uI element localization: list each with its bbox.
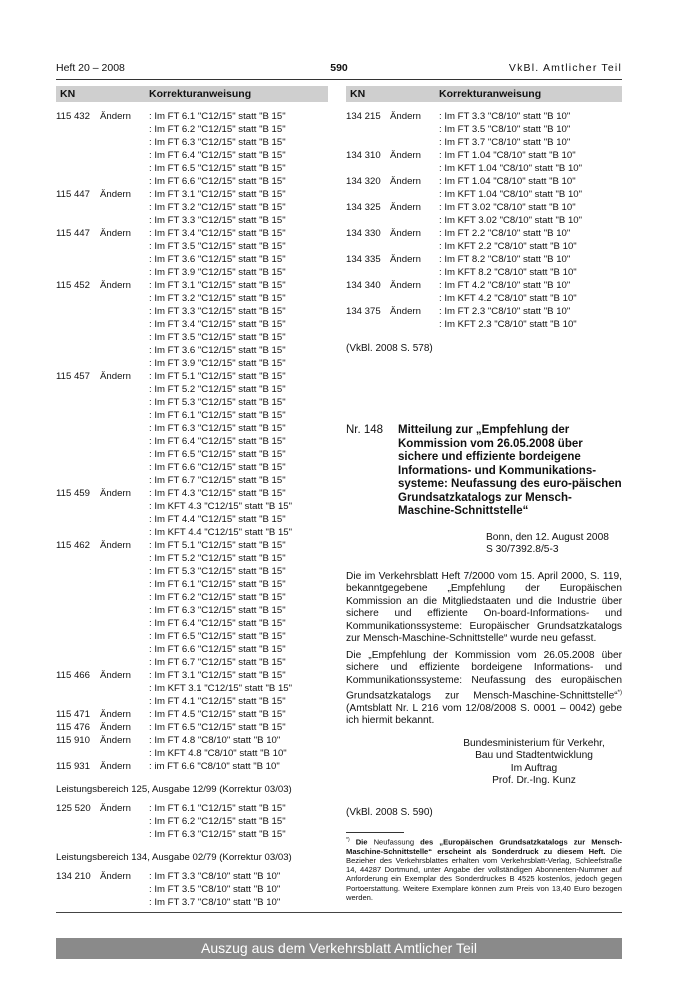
table-row <box>346 188 622 201</box>
action-cell: Ändern <box>390 228 421 239</box>
table-row <box>56 643 328 656</box>
right-column <box>346 86 622 331</box>
action-cell: Ändern <box>100 189 131 200</box>
table-row <box>56 565 328 578</box>
table-row <box>346 175 622 188</box>
notice-title: Mitteilung zur „Empfehlung der Kommission vom 26.05.2008 über sichere und effiziente bordeigene Informations- und Kommunikations-systeme: Neufassung des euro-päischen Grundsatzkatalogs zur Mensch-Maschine-Schnittstelle“ <box>398 424 622 517</box>
table-row <box>56 630 328 643</box>
instruction-cell: : Im KFT 1.04 "C8/10" statt "B 10" <box>439 163 583 174</box>
instruction-cell: : Im FT 3.6 "C12/15" statt "B 15" <box>149 345 286 356</box>
instruction-cell: : Im FT 3.2 "C12/15" statt "B 15" <box>149 202 286 213</box>
correction-list <box>56 870 328 909</box>
table-row <box>56 474 328 487</box>
action-cell: Ändern <box>390 111 421 122</box>
correction-list <box>56 802 328 841</box>
footer-divider <box>56 912 622 913</box>
page-number: 590 <box>330 62 348 74</box>
instruction-cell: : Im FT 3.4 "C12/15" statt "B 15" <box>149 228 286 239</box>
kn-cell: 115 476 <box>56 722 90 733</box>
authority-line: Im Auftrag <box>510 762 558 774</box>
table-row <box>56 123 328 136</box>
footer-band: Auszug aus dem Verkehrsblatt Amtlicher Teil <box>56 938 622 959</box>
instruction-cell: : Im FT 6.1 "C12/15" statt "B 15" <box>149 579 286 590</box>
table-row <box>56 188 328 201</box>
table-row <box>56 240 328 253</box>
instruction-cell: : Im FT 6.1 "C12/15" statt "B 15" <box>149 410 286 421</box>
table-row <box>56 461 328 474</box>
table-row <box>56 883 328 896</box>
action-cell: Ändern <box>100 488 131 499</box>
table-row <box>56 409 328 422</box>
table-row <box>56 357 328 370</box>
instruction-cell: : Im FT 3.7 "C8/10" statt "B 10" <box>149 897 281 908</box>
table-row <box>346 253 622 266</box>
instruction-cell: : Im KFT 4.8 "C8/10" statt "B 10" <box>149 748 287 759</box>
footnote-text: Neufassung <box>367 837 421 847</box>
instruction-cell: : Im FT 6.2 "C12/15" statt "B 15" <box>149 124 286 135</box>
instruction-cell: : Im FT 3.3 "C12/15" statt "B 15" <box>149 215 286 226</box>
instruction-cell: : Im FT 6.4 "C12/15" statt "B 15" <box>149 618 286 629</box>
instruction-cell: : Im KFT 3.02 "C8/10" statt "B 10" <box>439 215 583 226</box>
instruction-cell: : Im FT 3.9 "C12/15" statt "B 15" <box>149 267 286 278</box>
reference-note: (VkBl. 2008 S. 578) <box>346 343 433 354</box>
action-cell: Ändern <box>100 540 131 551</box>
instruction-cell: : Im KFT 2.3 "C8/10" statt "B 10" <box>439 319 577 330</box>
kn-cell: 115 931 <box>56 761 90 772</box>
action-cell: Ändern <box>100 111 131 122</box>
table-row <box>56 214 328 227</box>
kn-cell: 115 910 <box>56 735 90 746</box>
table-row <box>56 318 328 331</box>
kn-cell: 134 340 <box>346 280 381 291</box>
instruction-cell: : Im FT 8.2 "C8/10" statt "B 10" <box>439 254 571 265</box>
table-row <box>56 162 328 175</box>
instruction-cell: : Im FT 4.4 "C12/15" statt "B 15" <box>149 514 286 525</box>
table-row <box>56 526 328 539</box>
footnote-marker: *) <box>346 837 350 843</box>
table-row <box>56 760 328 773</box>
kn-cell: 115 432 <box>56 111 90 122</box>
instruction-cell: : Im FT 3.4 "C12/15" statt "B 15" <box>149 319 286 330</box>
kn-cell: 134 215 <box>346 111 381 122</box>
table-row <box>346 240 622 253</box>
kn-cell: 115 457 <box>56 371 90 382</box>
table-row <box>56 695 328 708</box>
reference-note: (VkBl. 2008 S. 590) <box>346 807 433 818</box>
table-row <box>56 448 328 461</box>
instruction-cell: : Im FT 6.4 "C12/15" statt "B 15" <box>149 436 286 447</box>
instruction-cell: : Im FT 6.3 "C12/15" statt "B 15" <box>149 137 286 148</box>
instruction-cell: : Im FT 3.3 "C8/10" statt "B 10" <box>439 111 571 122</box>
table-row <box>56 500 328 513</box>
footnote-divider <box>346 832 404 833</box>
instruction-cell: : Im KFT 4.4 "C12/15" statt "B 15" <box>149 527 293 538</box>
instruction-cell: : Im FT 3.1 "C12/15" statt "B 15" <box>149 670 286 681</box>
action-cell: Ändern <box>100 228 131 239</box>
table-row <box>56 708 328 721</box>
instruction-column-header: Korrekturanweisung <box>439 88 542 100</box>
page-header <box>56 62 622 78</box>
section-title: Leistungsbereich 125, Ausgabe 12/99 (Korrektur 03/03) <box>56 784 292 795</box>
footnote-bold: des „Europäischen Grundsatzkatalogs zur Mensch-Maschine-Schnittstelle“ erscheint als Sonderdruck zu diesem Heft. <box>346 837 623 856</box>
table-row <box>56 253 328 266</box>
table-row <box>346 214 622 227</box>
kn-cell: 115 447 <box>56 228 90 239</box>
table-row <box>346 136 622 149</box>
action-cell: Ändern <box>390 306 421 317</box>
table-row <box>56 617 328 630</box>
action-cell: Ändern <box>100 735 131 746</box>
table-row <box>56 539 328 552</box>
instruction-cell: : Im FT 6.2 "C12/15" statt "B 15" <box>149 592 286 603</box>
table-row <box>346 305 622 318</box>
footnote <box>346 836 622 902</box>
kn-cell: 134 310 <box>346 150 381 161</box>
kn-column-header: KN <box>60 88 76 100</box>
table-row <box>56 266 328 279</box>
table-row <box>56 747 328 760</box>
footnote-bold: Die <box>355 837 368 847</box>
instruction-cell: : Im FT 1.04 "C8/10" statt "B 10" <box>439 150 576 161</box>
table-row <box>56 721 328 734</box>
action-cell: Ändern <box>390 280 421 291</box>
instruction-cell: : Im FT 6.6 "C12/15" statt "B 15" <box>149 462 286 473</box>
instruction-cell: : Im FT 6.7 "C12/15" statt "B 15" <box>149 657 286 668</box>
action-cell: Ändern <box>390 202 421 213</box>
table-row <box>56 305 328 318</box>
paragraph-text: Die „Empfehlung der Kommission vom 26.05.2008 über sichere und effiziente bordeigene Informations- und Kommunikationssysteme: Neufassung des europäischen Grundsatzkatalogs zur Mensch-Maschine-Schnittstelle“ <box>346 650 622 702</box>
table-row <box>56 175 328 188</box>
footnote-text: Die Bezieher des Verkehrsblattes erhalten vom Verkehrsblatt-Verlag, Schleefstraße 14, 44287 Dortmund, unter Angabe der vollständigen Abonnenten-Nummer auf Anforderung ein Exemplar des Sonderdruckes B 4525 kostenlos, jedoch gegen Portoerstattung. Weitere Exemplare können zum Preis von 13,40 Euro bezogen werden. <box>346 846 622 902</box>
issue-label: Heft 20 – 2008 <box>56 62 125 74</box>
kn-cell: 134 210 <box>56 871 91 882</box>
table-row <box>56 552 328 565</box>
table-row <box>56 870 328 883</box>
table-row <box>346 279 622 292</box>
action-cell: Ändern <box>100 280 131 291</box>
table-row <box>56 422 328 435</box>
instruction-cell: : Im FT 5.3 "C12/15" statt "B 15" <box>149 397 286 408</box>
action-cell: Ändern <box>100 371 131 382</box>
table-row <box>346 266 622 279</box>
section-title: Leistungsbereich 134, Ausgabe 02/79 (Korrektur 03/03) <box>56 852 292 863</box>
kn-cell: 115 462 <box>56 540 90 551</box>
instruction-cell: : Im FT 2.3 "C8/10" statt "B 10" <box>439 306 571 317</box>
instruction-column-header: Korrekturanweisung <box>149 88 252 100</box>
instruction-cell: : Im FT 5.3 "C12/15" statt "B 15" <box>149 566 286 577</box>
ministry-line: Bundesministerium für Verkehr, <box>463 738 605 749</box>
kn-cell: 134 335 <box>346 254 381 265</box>
signature-block <box>346 738 622 788</box>
table-row <box>346 123 622 136</box>
instruction-cell: : Im FT 6.5 "C12/15" statt "B 15" <box>149 163 286 174</box>
table-row <box>56 802 328 815</box>
kn-cell: 125 520 <box>56 803 91 814</box>
instruction-cell: : Im FT 3.5 "C8/10" statt "B 10" <box>439 124 571 135</box>
place-date-block <box>346 532 622 556</box>
action-cell: Ändern <box>100 803 131 814</box>
kn-cell: 134 330 <box>346 228 381 239</box>
place-date: Bonn, den 12. August 2008 <box>486 532 609 543</box>
instruction-cell: : Im FT 3.3 "C12/15" statt "B 15" <box>149 306 286 317</box>
instruction-cell: : Im FT 2.2 "C8/10" statt "B 10" <box>439 228 571 239</box>
instruction-cell: : Im FT 6.3 "C12/15" statt "B 15" <box>149 423 286 434</box>
table-row <box>56 513 328 526</box>
table-row <box>346 201 622 214</box>
instruction-cell: : Im FT 6.5 "C12/15" statt "B 15" <box>149 449 286 460</box>
instruction-cell: : Im KFT 2.2 "C8/10" statt "B 10" <box>439 241 577 252</box>
notice-number: Nr. 148 <box>346 424 384 436</box>
instruction-cell: : Im FT 1.04 "C8/10" statt "B 10" <box>439 176 576 187</box>
table-row <box>56 828 328 841</box>
instruction-cell: : Im FT 6.1 "C12/15" statt "B 15" <box>149 803 286 814</box>
instruction-cell: : Im FT 6.1 "C12/15" statt "B 15" <box>149 111 286 122</box>
table-row <box>346 227 622 240</box>
instruction-cell: : Im FT 3.5 "C12/15" statt "B 15" <box>149 332 286 343</box>
instruction-cell: : Im KFT 4.2 "C8/10" statt "B 10" <box>439 293 577 304</box>
table-row <box>56 396 328 409</box>
instruction-cell: : Im FT 5.2 "C12/15" statt "B 15" <box>149 553 286 564</box>
table-row <box>56 110 328 123</box>
instruction-cell: : Im FT 6.7 "C12/15" statt "B 15" <box>149 475 286 486</box>
instruction-cell: : Im FT 6.2 "C12/15" statt "B 15" <box>149 816 286 827</box>
paragraph-text: (Amtsblatt Nr. L 216 vom 12/08/2008 S. 0001 – 0042) gebe ich hiermit bekannt. <box>346 703 622 727</box>
kn-cell: 134 325 <box>346 202 381 213</box>
instruction-cell: : Im FT 6.5 "C12/15" statt "B 15" <box>149 722 286 733</box>
table-row <box>56 292 328 305</box>
table-row <box>56 435 328 448</box>
kn-column-header: KN <box>350 88 366 100</box>
instruction-cell: : Im FT 6.4 "C12/15" statt "B 15" <box>149 150 286 161</box>
table-row <box>56 279 328 292</box>
action-cell: Ändern <box>390 254 421 265</box>
ministry-line: Bau und Stadtentwicklung <box>475 750 593 762</box>
instruction-cell: : Im FT 3.5 "C12/15" statt "B 15" <box>149 241 286 252</box>
correction-list <box>56 110 328 773</box>
table-row <box>56 734 328 747</box>
instruction-cell: : Im FT 4.5 "C12/15" statt "B 15" <box>149 709 286 720</box>
table-row <box>56 331 328 344</box>
table-row <box>56 896 328 909</box>
table-row <box>346 318 622 331</box>
instruction-cell: : Im FT 6.3 "C12/15" statt "B 15" <box>149 829 286 840</box>
instruction-cell: : Im FT 5.1 "C12/15" statt "B 15" <box>149 540 286 551</box>
table-row <box>56 578 328 591</box>
instruction-cell: : Im FT 6.5 "C12/15" statt "B 15" <box>149 631 286 642</box>
table-row <box>56 227 328 240</box>
instruction-cell: : Im KFT 4.3 "C12/15" statt "B 15" <box>149 501 293 512</box>
instruction-cell: : Im KFT 1.04 "C8/10" statt "B 10" <box>439 189 583 200</box>
action-cell: Ändern <box>390 176 421 187</box>
table-row <box>346 292 622 305</box>
body-paragraph: Die im Verkehrsblatt Heft 7/2000 vom 15. April 2000, S. 119, bekanntgegebene „Empfehlung der Europäischen Kommission an die Mitgliedstaaten und die Industrie über sichere und effiziente On-board-Informations- und Kommunikationssysteme: Europäischer Grundsatzkatalogs zur Mensch-Maschine-Schnittstelle“ wurde neu gefasst. <box>346 571 622 645</box>
file-reference: S 30/7392.8/5-3 <box>486 544 559 555</box>
table-header <box>346 86 622 102</box>
table-row <box>56 815 328 828</box>
footnote-marker: *) <box>617 690 622 697</box>
instruction-cell: : Im FT 6.3 "C12/15" statt "B 15" <box>149 605 286 616</box>
instruction-cell: : im FT 6.6 "C8/10" statt "B 10" <box>149 761 280 772</box>
kn-cell: 115 466 <box>56 670 90 681</box>
instruction-cell: : Im FT 3.6 "C12/15" statt "B 15" <box>149 254 286 265</box>
instruction-cell: : Im FT 3.3 "C8/10" statt "B 10" <box>149 871 281 882</box>
table-row <box>56 149 328 162</box>
kn-cell: 115 452 <box>56 280 90 291</box>
table-row <box>56 370 328 383</box>
table-row <box>346 162 622 175</box>
table-row <box>346 110 622 123</box>
table-row <box>56 136 328 149</box>
table-row <box>56 604 328 617</box>
kn-cell: 115 459 <box>56 488 90 499</box>
table-row <box>346 149 622 162</box>
kn-cell: 134 375 <box>346 306 381 317</box>
instruction-cell: : Im FT 6.6 "C12/15" statt "B 15" <box>149 176 286 187</box>
correction-list <box>346 110 622 331</box>
instruction-cell: : Im FT 4.1 "C12/15" statt "B 15" <box>149 696 286 707</box>
table-row <box>56 669 328 682</box>
instruction-cell: : Im FT 3.7 "C8/10" statt "B 10" <box>439 137 571 148</box>
left-column <box>56 86 328 909</box>
action-cell: Ändern <box>100 761 131 772</box>
action-cell: Ändern <box>100 871 131 882</box>
instruction-cell: : Im KFT 3.1 "C12/15" statt "B 15" <box>149 683 293 694</box>
table-row <box>56 682 328 695</box>
table-row <box>56 591 328 604</box>
instruction-cell: : Im FT 4.8 "C8/10" statt "B 10" <box>149 735 281 746</box>
instruction-cell: : Im FT 3.9 "C12/15" statt "B 15" <box>149 358 286 369</box>
kn-cell: 115 471 <box>56 709 90 720</box>
instruction-cell: : Im FT 4.2 "C8/10" statt "B 10" <box>439 280 571 291</box>
table-row <box>56 656 328 669</box>
instruction-cell: : Im FT 3.5 "C8/10" statt "B 10" <box>149 884 281 895</box>
instruction-cell: : Im FT 3.1 "C12/15" statt "B 15" <box>149 280 286 291</box>
body-paragraph <box>346 650 622 728</box>
table-row <box>56 487 328 500</box>
kn-cell: 134 320 <box>346 176 381 187</box>
kn-cell: 115 447 <box>56 189 90 200</box>
action-cell: Ändern <box>100 709 131 720</box>
instruction-cell: : Im FT 6.6 "C12/15" statt "B 15" <box>149 644 286 655</box>
action-cell: Ändern <box>100 722 131 733</box>
signatory: Prof. Dr.-Ing. Kunz <box>492 775 576 787</box>
instruction-cell: : Im FT 5.2 "C12/15" statt "B 15" <box>149 384 286 395</box>
table-row <box>56 201 328 214</box>
instruction-cell: : Im FT 5.1 "C12/15" statt "B 15" <box>149 371 286 382</box>
header-divider <box>56 79 622 80</box>
table-row <box>56 344 328 357</box>
table-header <box>56 86 328 102</box>
instruction-cell: : Im FT 4.3 "C12/15" statt "B 15" <box>149 488 286 499</box>
instruction-cell: : Im FT 3.1 "C12/15" statt "B 15" <box>149 189 286 200</box>
table-row <box>56 383 328 396</box>
instruction-cell: : Im FT 3.2 "C12/15" statt "B 15" <box>149 293 286 304</box>
instruction-cell: : Im FT 3.02 "C8/10" statt "B 10" <box>439 202 576 213</box>
action-cell: Ändern <box>100 670 131 681</box>
action-cell: Ändern <box>390 150 421 161</box>
instruction-cell: : Im KFT 8.2 "C8/10" statt "B 10" <box>439 267 577 278</box>
journal-label: VkBl. Amtlicher Teil <box>508 62 622 74</box>
